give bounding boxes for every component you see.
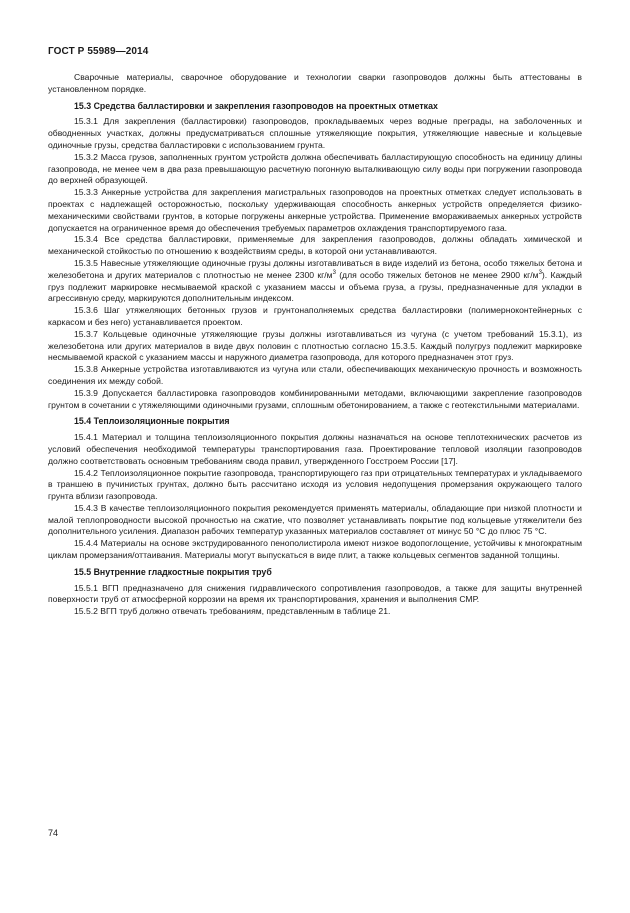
paragraph-15-3-1: 15.3.1 Для закрепления (балластировки) газопроводов, прокладываемых через водные преграды, на заболоченных и обводненных участках, должны предусматриваться сплошные утяжеляющие покрытия, утяжеляющие навесные и кольцевые одиночные грузы, средства балластировки с использованием грунта. bbox=[48, 116, 582, 150]
paragraph-15-3-6: 15.3.6 Шаг утяжеляющих бетонных грузов и грунтонаполняемых средства балластировки (полимерноконтейнерных с каркасом и без него) устанавливается проектом. bbox=[48, 305, 582, 327]
paragraph-15-5-2: 15.5.2 ВГП труб должно отвечать требованиям, представленным в таблице 21. bbox=[74, 606, 391, 617]
paragraph-15-4-4: 15.4.4 Материалы на основе экструдированного пенополистирола имеют низкое водопоглощение, устойчивы к многократным циклам промерзания/оттаивания. Материалы могут выпускаться в виде плит, а также кольцевых сегментов заданной толщины. bbox=[48, 538, 582, 561]
paragraph-15-3-5-part-a: 15.3.5 Навесные утяжеляющие одиночные грузы должны изготавливаться в виде изделий из бетона, особо тяжелых бетона и железобетона и других материалов с плотностью не менее 2300 кг/м bbox=[48, 257, 582, 280]
page-number: 74 bbox=[48, 828, 59, 838]
cubic-superscript-1: 3 bbox=[332, 269, 336, 276]
section-heading-15-3: 15.3 Средства балластировки и закрепления газопроводов на проектных отметках bbox=[74, 100, 438, 111]
intro-paragraph: Сварочные материалы, сварочное оборудование и технологии сварки газопроводов должны быть аттестованы в установленном порядке. bbox=[48, 72, 582, 94]
paragraph-15-3-5 bbox=[48, 258, 582, 305]
paragraph-15-4-1: 15.4.1 Материал и толщина теплоизоляционного покрытия должны назначаться на основе теплотехнических расчетов из условий обеспечения необходимой температуры транспортирования газа. Проектирование тепловой изоляции газопроводов должно соответствовать основным требованиям свода правил, утвержденного Госстроем России [17]. bbox=[48, 432, 582, 466]
standard-header: ГОСТ Р 55989—2014 bbox=[48, 46, 149, 57]
paragraph-15-5-1: 15.5.1 ВГП предназначено для снижения гидравлического сопротивления газопроводов, а также для защиты внутренней поверхности труб от атмосферной коррозии на время их транспортирования, хранения и выполнения СМР. bbox=[48, 582, 582, 605]
paragraph-15-4-3: 15.4.3 В качестве теплоизоляционного покрытия рекомендуется применять материалы, обладающие при низкой плотности и малой теплопроводности высокой прочностью на сжатие, что позволяет устанавливать покрытие под кольцевые утяжелители без дополнительного усиления. Диапазон рабочих температур указанных материалов составляет от минус 50 °C до плюс 75 °C. bbox=[48, 502, 582, 537]
paragraph-15-3-2: 15.3.2 Масса грузов, заполненных грунтом устройств должна обеспечивать балластирующую способность на единицу длины газопровода, не менее чем в два раза превышающую расчетную погонную выталкивающую силу воды при погружении газопровода до верхней образующей. bbox=[48, 151, 582, 186]
section-heading-15-4: 15.4 Теплоизоляционные покрытия bbox=[74, 416, 230, 427]
paragraph-15-3-5-part-b: (для особо тяжелых бетонов не менее 2900 кг/м bbox=[335, 269, 539, 280]
paragraph-15-3-5-part-c: ). Каждый груз подлежит маркировке несмываемой краской с указанием массы и объема груза, а грузы, предназначенные для укладки в агрессивную среду, маркируются дополнительным индексом. bbox=[48, 269, 582, 304]
cubic-superscript-2: 3 bbox=[538, 269, 542, 276]
paragraph-15-3-8: 15.3.8 Анкерные устройства изготавливаются из чугуна или стали, обеспечивающих механическую прочность и возможность соединения их между собой. bbox=[48, 364, 582, 386]
paragraph-15-3-9: 15.3.9 Допускается балластировка газопроводов комбинированными методами, включающими закрепление газопроводов грунтом в сочетании с утяжеляющими одиночными грузами, сплошным обетонированием, а также с геотекстильными материалами. bbox=[48, 387, 582, 410]
document-body bbox=[48, 72, 582, 618]
paragraph-15-3-4: 15.3.4 Все средства балластировки, применяемые для закрепления газопроводов, должны обладать химической и механической стойкостью по отношению к воздействиям среды, в которой они устанавливаются. bbox=[48, 234, 582, 257]
section-heading-15-5: 15.5 Внутренние гладкостные покрытия труб bbox=[74, 566, 272, 577]
paragraph-15-3-3: 15.3.3 Анкерные устройства для закрепления магистральных газопроводов на проектных отметках следует использовать в проектах с надлежащей осторожностью, поскольку удерживающая способность анкерных устройств определяется физико-механическими свойствами грунтов, в которые погружены анкерные устройства. Применение вмораживаемых анкерных устройств допускается на ограниченное время до обеспечения требуемых параметров охлаждения транспортируемого газа. bbox=[48, 187, 582, 233]
paragraph-15-3-7: 15.3.7 Кольцевые одиночные утяжеляющие грузы должны изготавливаться из чугуна (с учетом требований 15.3.1), из железобетона или других материалов в виде двух половин с плотностью согласно 15.3.5. Каждый полугруз подлежит маркировке несмываемой краской с указанием массы и наружного диаметра газопровода, для которого предназначен этот груз. bbox=[48, 328, 582, 363]
paragraph-15-4-2: 15.4.2 Теплоизоляционное покрытие газопровода, транспортирующего газ при отрицательных температурах и укладываемого в траншею в пучинистых грунтах, должно быть рассчитано исходя из условия недопущения промерзания окружающего талого грунта вблизи газопровода. bbox=[48, 467, 582, 502]
